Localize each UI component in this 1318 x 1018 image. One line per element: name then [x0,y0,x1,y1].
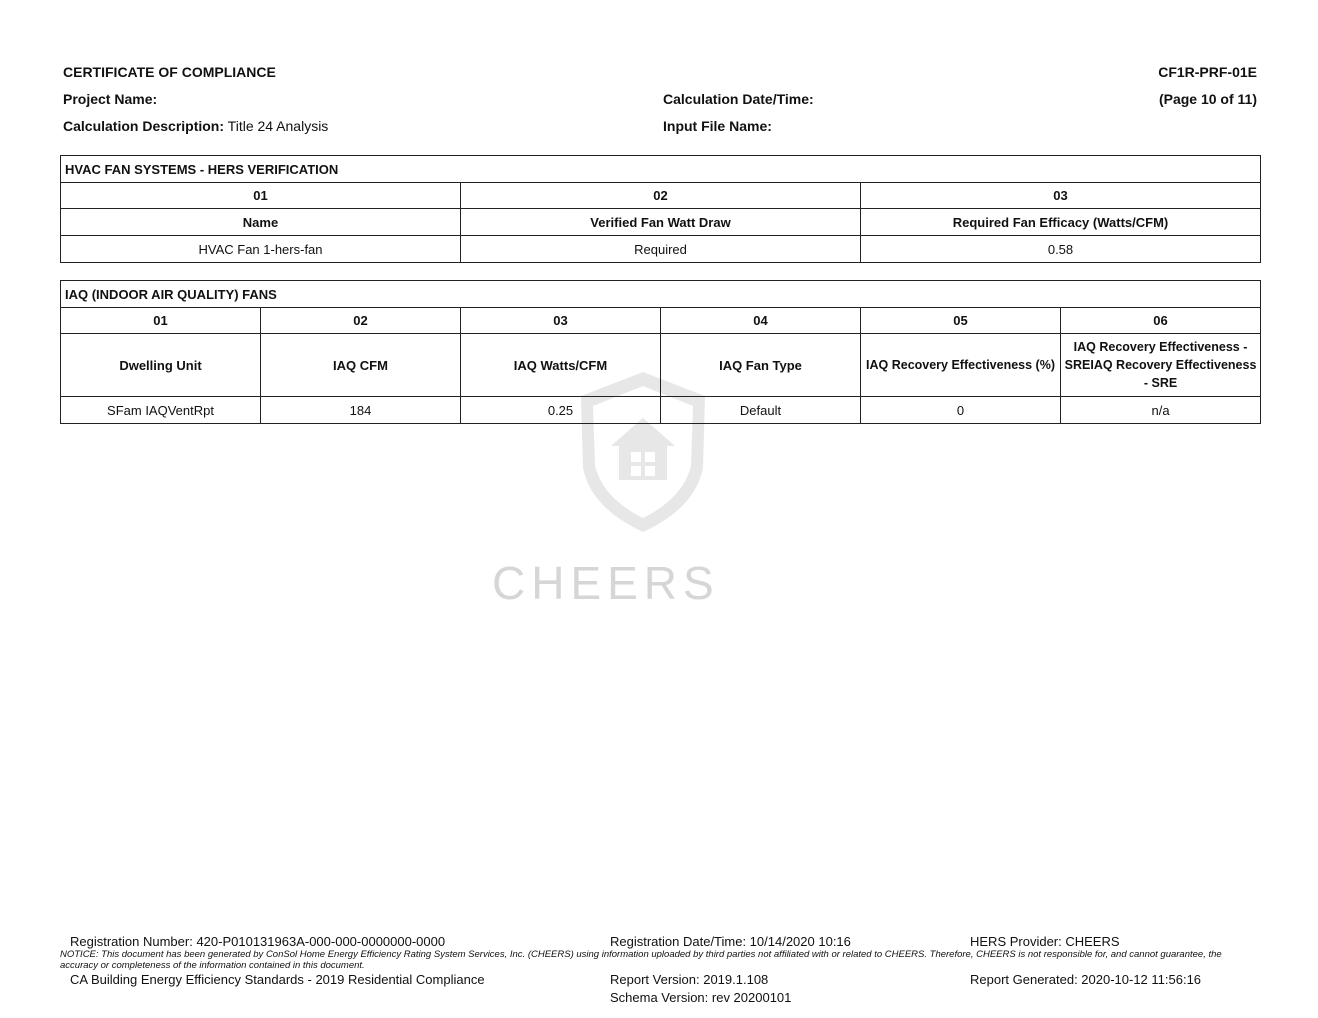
calculation-date-label: Calculation Date/Time: [663,91,814,107]
table-cell: HVAC Fan 1-hers-fan [61,236,461,263]
cheers-watermark-text: CHEERS [492,557,720,609]
column-number: 03 [461,308,661,334]
table-cell: Default [661,397,861,424]
column-number: 01 [61,308,261,334]
notice-text: NOTICE: This document has been generated by ConSol Home Energy Efficiency Rating System Services, Inc. (CHEERS) using information uploaded by third parties not affiliated with or related to CHEERS. Therefore, CHEERS is not responsible for, and cannot guarantee, the accuracy or completeness of the information contained in this document. [60,949,1222,971]
registration-number: Registration Number: 420-P010131963A-000-000-0000000-0000 [70,934,446,949]
hvac-fan-systems-table [60,155,1261,263]
column-number: 03 [861,183,1261,209]
column-number: 05 [861,308,1061,334]
project-name-label: Project Name: [63,91,158,107]
table-title: HVAC FAN SYSTEMS - HERS VERIFICATION [61,156,1261,183]
hers-provider: HERS Provider: CHEERS [970,934,1120,949]
table-cell: 0.58 [861,236,1261,263]
column-header: IAQ Recovery Effectiveness - SREIAQ Recovery Effectiveness - SRE [1061,334,1261,397]
column-header: Name [61,209,461,236]
page-indicator: (Page 10 of 11) [1158,91,1257,107]
calculation-description-value: Title 24 Analysis [227,118,329,134]
table-cell: 0 [861,397,1061,424]
table-row [61,397,1261,424]
table-cell: 0.25 [461,397,661,424]
table-title: IAQ (INDOOR AIR QUALITY) FANS [61,281,1261,308]
column-header: IAQ Recovery Effectiveness (%) [861,334,1061,397]
calculation-description-label: Calculation Description: [63,118,225,134]
column-number: 04 [661,308,861,334]
input-file-label: Input File Name: [663,118,772,134]
column-header: IAQ Watts/CFM [461,334,661,397]
form-id: CF1R-PRF-01E [1158,64,1257,80]
column-number: 06 [1061,308,1261,334]
schema-version: Schema Version: rev 20200101 [610,990,792,1005]
column-number: 01 [61,183,461,209]
table-cell: n/a [1061,397,1261,424]
iaq-fans-table [60,280,1261,424]
column-header: IAQ Fan Type [661,334,861,397]
column-number: 02 [261,308,461,334]
calculation-description [63,118,328,134]
table-cell: SFam IAQVentRpt [61,397,261,424]
column-number: 02 [461,183,861,209]
certificate-title: CERTIFICATE OF COMPLIANCE [63,64,276,80]
table-cell: 184 [261,397,461,424]
column-header: Verified Fan Watt Draw [461,209,861,236]
report-generated: Report Generated: 2020-10-12 11:56:16 [970,972,1202,987]
standards-text: CA Building Energy Efficiency Standards - 2019 Residential Compliance [70,972,485,987]
table-row [61,236,1261,263]
column-header: Required Fan Efficacy (Watts/CFM) [861,209,1261,236]
column-header: Dwelling Unit [61,334,261,397]
column-header: IAQ CFM [261,334,461,397]
report-version: Report Version: 2019.1.108 [610,972,769,987]
table-cell: Required [461,236,861,263]
registration-date: Registration Date/Time: 10/14/2020 10:16 [610,934,851,949]
